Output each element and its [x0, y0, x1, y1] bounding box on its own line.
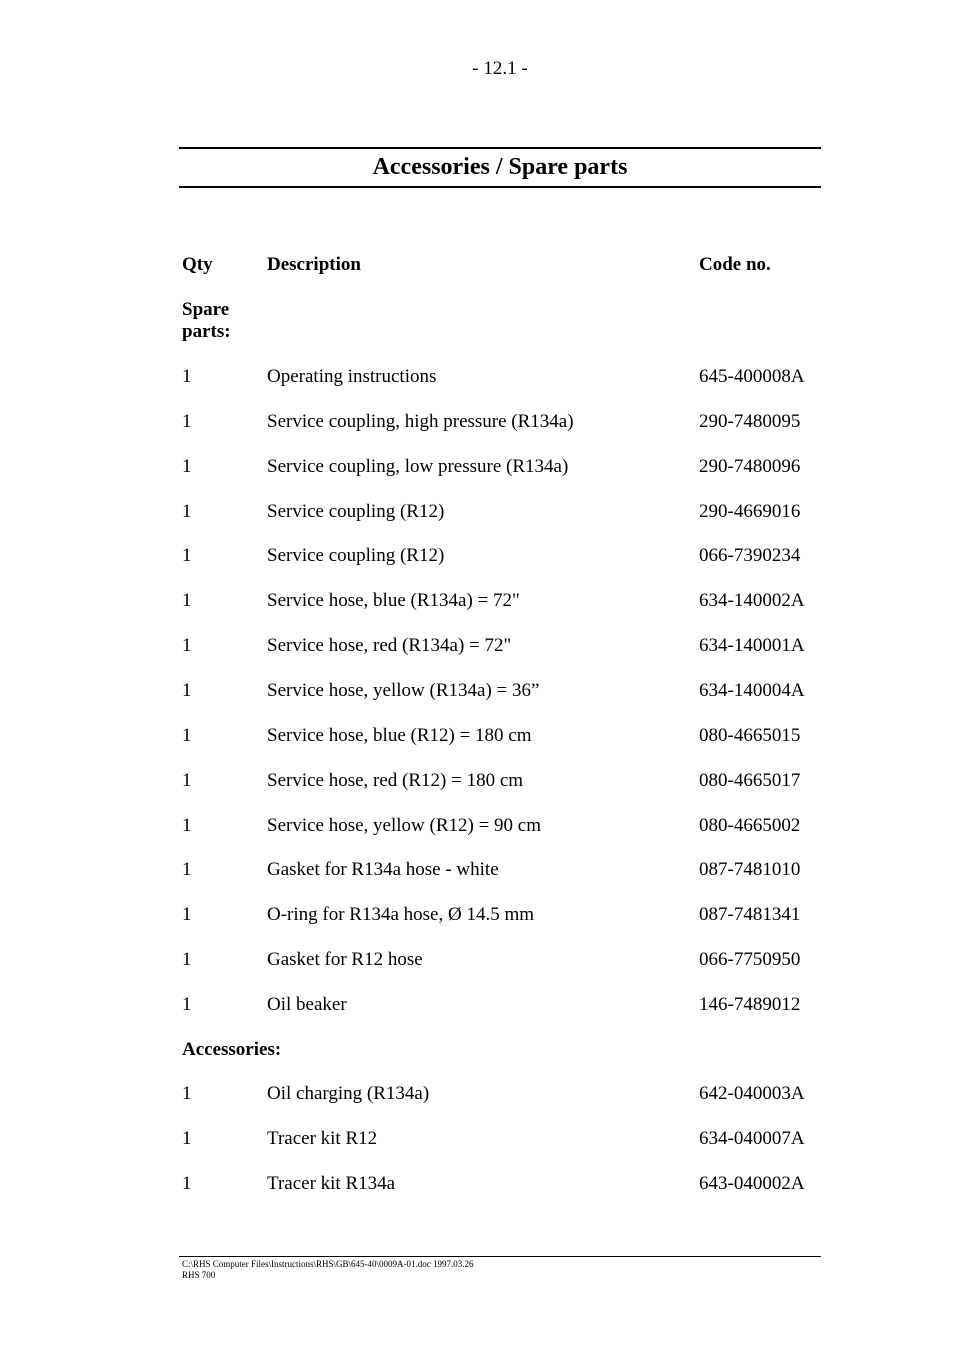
row-code: 634-140002A: [699, 590, 805, 612]
row-qty: 1: [182, 545, 192, 567]
spare-parts-label: [182, 299, 231, 343]
footer-file-path: C:\RHS Computer Files\Instructions\RHS\GB\645-40\0009A-01.doc 1997.03.26: [182, 1259, 474, 1269]
row-qty: 1: [182, 366, 192, 387]
row-qty: 1: [182, 904, 192, 926]
footer-model: RHS 700: [182, 1270, 216, 1280]
table-header: [0, 254, 954, 278]
table-row: [0, 815, 954, 839]
row-code: 634-140001A: [699, 635, 805, 657]
row-code: 645-400008A: [699, 366, 805, 387]
title-block: [179, 147, 821, 188]
footer-rule: [179, 1256, 821, 1257]
row-description: Service hose, blue (R134a) = 72": [267, 590, 520, 612]
row-qty: 1: [182, 859, 192, 881]
row-description: Service hose, yellow (R134a) = 36”: [267, 679, 540, 701]
row-description: Gasket for R12 hose: [267, 949, 423, 971]
row-qty: 1: [182, 1128, 192, 1149]
row-description: Service coupling, high pressure (R134a): [267, 410, 574, 432]
row-qty: 1: [182, 814, 192, 836]
table-row: [0, 1128, 954, 1152]
row-qty: 1: [182, 455, 192, 477]
table-row: [0, 725, 954, 749]
row-description: Tracer kit R12: [267, 1128, 378, 1149]
row-description: Oil beaker: [267, 993, 347, 1015]
row-code: 080-4665017: [699, 769, 801, 791]
row-qty: 1: [182, 993, 192, 1015]
accessories-label: Accessories:: [182, 1039, 282, 1060]
table-row: [0, 545, 954, 569]
spare-parts-label-line2: parts:: [182, 321, 231, 342]
page-number: - 12.1 -: [472, 58, 528, 79]
table-row: [0, 680, 954, 704]
row-qty: 1: [182, 724, 192, 746]
header-description: Description: [267, 254, 361, 275]
table-row: [0, 590, 954, 614]
table-row: [0, 904, 954, 928]
table-row: [0, 770, 954, 794]
table-row: [0, 366, 954, 390]
row-description: Gasket for R134a hose - white: [267, 859, 499, 881]
row-description: Operating instructions: [267, 366, 437, 387]
row-description: Service hose, yellow (R12) = 90 cm: [267, 814, 542, 836]
row-code: 634-140004A: [699, 679, 805, 701]
table-row: [0, 1083, 954, 1107]
row-description: Service coupling, low pressure (R134a): [267, 455, 569, 477]
row-qty: 1: [182, 1083, 192, 1104]
row-code: 290-7480095: [699, 410, 801, 432]
row-qty: 1: [182, 769, 192, 791]
table-row: [0, 456, 954, 480]
row-code: 080-4665002: [699, 814, 801, 836]
table-row: [0, 1173, 954, 1197]
table-row: [0, 411, 954, 435]
row-description: O-ring for R134a hose, Ø 14.5 mm: [267, 904, 535, 926]
row-description: Service coupling (R12): [267, 500, 445, 522]
row-qty: 1: [182, 410, 192, 432]
row-description: Service hose, red (R134a) = 72": [267, 635, 512, 657]
row-description: Service hose, blue (R12) = 180 cm: [267, 724, 532, 746]
row-qty: 1: [182, 1173, 192, 1194]
row-code: 146-7489012: [699, 993, 801, 1015]
header-code: Code no.: [699, 254, 771, 275]
row-qty: 1: [182, 949, 192, 971]
table-row: [0, 859, 954, 883]
table-row: [0, 635, 954, 659]
header-qty: Qty: [182, 254, 213, 275]
row-code: 642-040003A: [699, 1083, 805, 1104]
row-qty: 1: [182, 635, 192, 657]
row-code: 634-040007A: [699, 1128, 805, 1149]
row-code: 087-7481010: [699, 859, 801, 881]
row-code: 066-7750950: [699, 949, 801, 971]
row-code: 087-7481341: [699, 904, 801, 926]
row-code: 080-4665015: [699, 724, 801, 746]
row-qty: 1: [182, 500, 192, 522]
table-row: [0, 994, 954, 1018]
row-description: Service coupling (R12): [267, 545, 445, 567]
spare-parts-label-line1: Spare: [182, 299, 230, 320]
row-qty: 1: [182, 590, 192, 612]
row-code: 066-7390234: [699, 545, 801, 567]
row-description: Oil charging (R134a): [267, 1083, 430, 1104]
row-code: 290-4669016: [699, 500, 801, 522]
row-description: Tracer kit R134a: [267, 1173, 396, 1194]
row-code: 643-040002A: [699, 1173, 805, 1194]
table-row: [0, 501, 954, 525]
row-code: 290-7480096: [699, 455, 801, 477]
page-title: Accessories / Spare parts: [372, 154, 628, 180]
table-row: [0, 949, 954, 973]
row-qty: 1: [182, 679, 192, 701]
footer: [182, 1259, 474, 1281]
row-description: Service hose, red (R12) = 180 cm: [267, 769, 524, 791]
